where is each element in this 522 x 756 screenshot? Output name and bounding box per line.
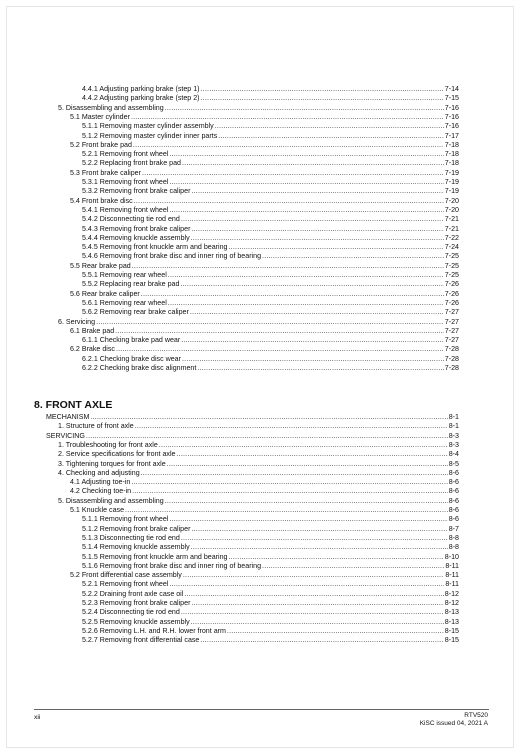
toc-entry[interactable] [82, 355, 459, 364]
toc-entry[interactable] [82, 234, 459, 243]
toc-entry[interactable] [82, 590, 459, 599]
toc-entry-title: 5.1.6 Removing front brake disc and inner ring of bearing [82, 561, 262, 570]
toc-entry-title: 5.3.1 Removing front wheel [82, 178, 169, 186]
dot-leader [181, 215, 444, 224]
toc-entry-title: 5.5.2 Replacing rear brake pad [82, 280, 180, 289]
toc-entry[interactable] [70, 571, 459, 580]
toc-entry-title: 5.1.2 Removing master cylinder inner parts [82, 131, 218, 140]
dot-leader [200, 636, 443, 645]
toc-entry-title: 5.6 Rear brake caliper [70, 289, 140, 298]
toc-entry-page: 7-22 [444, 233, 459, 242]
toc-entry[interactable] [58, 460, 459, 469]
toc-entry-page: 8-3 [448, 440, 459, 449]
dot-leader [135, 422, 448, 431]
dot-leader [133, 141, 444, 150]
toc-entry-page: 8-6 [448, 468, 459, 477]
toc-entry-title: 5.1.3 Disconnecting tie rod end [82, 533, 180, 542]
toc-entry-page: 7-21 [444, 224, 459, 233]
toc-entry[interactable] [82, 515, 459, 524]
toc-entry-title: 4.4.2 Adjusting parking brake (step 2) [82, 94, 200, 103]
toc-entry[interactable] [82, 608, 459, 617]
toc-entry[interactable] [58, 469, 459, 478]
toc-entry[interactable] [82, 636, 459, 645]
dot-leader [191, 525, 447, 534]
toc-entry-title: 1. Structure of front axle [58, 422, 134, 431]
dot-leader [182, 159, 444, 168]
toc-entry-page: 8-13 [444, 617, 459, 626]
dot-leader [169, 150, 443, 159]
footer-issue: KiSC issued 04, 2021 A [419, 720, 488, 727]
dot-leader [134, 197, 444, 206]
toc-entry[interactable] [58, 497, 459, 506]
toc-entry-page: 7-15 [444, 94, 459, 103]
toc-entry-title: 1. Troubleshooting for front axle [58, 440, 158, 449]
dot-leader [191, 618, 444, 627]
toc-entry-page: 8-15 [444, 636, 459, 645]
dot-leader [181, 608, 444, 617]
toc-entry[interactable] [82, 85, 459, 94]
dot-leader [116, 345, 444, 354]
toc-entry[interactable] [82, 94, 459, 103]
toc-entry[interactable] [70, 327, 459, 336]
toc-entry-page: 8-15 [444, 626, 459, 635]
dot-leader [201, 94, 444, 103]
toc-entry-title: 6.2 Brake disc [70, 345, 115, 354]
toc-entry-page: 7-18 [444, 150, 459, 159]
toc-entry-page: 8-3 [448, 431, 459, 440]
toc-entry[interactable] [58, 318, 459, 327]
toc-entry-title: 5.1.1 Removing master cylinder assembly [82, 122, 214, 131]
toc-entry-title: 5.4.3 Removing front brake caliper [82, 224, 191, 233]
toc-entry-title: 5. Disassembling and assembling [58, 103, 164, 112]
toc-entry[interactable] [82, 132, 459, 141]
dot-leader [131, 113, 444, 122]
dot-leader [168, 271, 444, 280]
dot-leader [180, 280, 443, 289]
toc-entry[interactable] [58, 450, 459, 459]
toc-entry[interactable] [82, 599, 459, 608]
toc-entry-title: 5.6.2 Removing rear brake caliper [82, 308, 189, 317]
toc-entry-page: 7-19 [444, 168, 459, 177]
toc-entry-page: 8-12 [444, 599, 459, 607]
toc-entry-page: 7-26 [444, 280, 459, 289]
toc-entry-page: 7-25 [444, 271, 459, 279]
toc-entry-page: 7-17 [444, 131, 459, 140]
toc-entry[interactable] [70, 478, 459, 487]
toc-entry-page: 8-12 [444, 589, 459, 598]
toc-entry-page: 7-20 [444, 205, 459, 214]
toc-entry-page: 8-6 [448, 487, 459, 496]
toc-entry-page: 7-16 [444, 112, 459, 121]
toc-entry-title: 2. Service specifications for front axle [58, 450, 176, 459]
toc-entry[interactable] [46, 413, 459, 422]
toc-entry-page: 7-16 [444, 103, 459, 112]
dot-leader [227, 627, 444, 636]
toc-entry-title: 4. Checking and adjusting [58, 468, 140, 477]
toc-entry-title: 5. Disassembling and assembling [58, 496, 164, 505]
dot-leader [191, 543, 448, 552]
toc-entry-title: 5.2.6 Removing L.H. and R.H. lower front arm [82, 626, 226, 635]
toc-entry-title: 5.1 Master cylinder [70, 112, 130, 121]
toc-entry-page: 8-11 [445, 580, 459, 589]
toc-entry-page: 7-20 [444, 196, 459, 205]
toc-entry[interactable] [82, 364, 459, 373]
toc-entry[interactable] [82, 159, 459, 168]
dot-leader [262, 252, 444, 261]
toc-entry-page: 7-26 [444, 289, 459, 298]
dot-leader [181, 534, 448, 543]
dot-leader [125, 506, 448, 515]
toc-entry-page: 7-28 [444, 354, 459, 363]
dot-leader [131, 478, 447, 487]
toc-entry-title: 6.2.1 Checking brake disc wear [82, 354, 181, 363]
toc-entry-title: 6. Servicing [58, 317, 96, 326]
toc-entry-title: 5.1 Knuckle case [70, 506, 125, 514]
dot-leader [168, 299, 444, 308]
dot-leader [177, 450, 448, 459]
toc-entry-page: 8-11 [445, 561, 459, 570]
toc-entry-title: 5.2.4 Disconnecting tie rod end [82, 608, 180, 617]
toc-entry-page: 8-10 [444, 552, 459, 561]
toc-entry-page: 7-25 [444, 261, 459, 270]
dot-leader [169, 580, 444, 589]
toc-entry-title: 4.1 Adjusting toe-in [70, 478, 131, 487]
toc-entry[interactable] [82, 618, 459, 627]
dot-leader [115, 327, 444, 336]
toc-entry-page: 7-18 [444, 159, 459, 168]
dot-leader [169, 178, 443, 187]
toc-entry-page: 8-5 [448, 459, 459, 468]
toc-entry[interactable] [82, 553, 459, 562]
toc-entry-title: 5.3 Front brake caliper [70, 168, 141, 177]
dot-leader [181, 336, 444, 345]
toc-entry[interactable] [70, 197, 459, 206]
toc-entry-page: 8-13 [444, 608, 459, 617]
toc-entry[interactable] [58, 104, 459, 113]
footer-model: RTV520 [464, 712, 488, 719]
dot-leader [169, 515, 447, 524]
footer-page-number: xii [34, 714, 41, 721]
toc-entry-page: 7-27 [444, 308, 459, 317]
dot-leader [215, 122, 444, 131]
toc-entry-page: 7-19 [444, 187, 459, 196]
toc-entry-title: 4.4.1 Adjusting parking brake (step 1) [82, 85, 200, 93]
toc-entry-title: 5.5.1 Removing rear wheel [82, 271, 167, 279]
toc-entry-title: 5.2.7 Removing front differential case [82, 636, 200, 645]
toc-entry-title: 5.2.3 Removing front brake caliper [82, 599, 191, 607]
dot-leader [184, 590, 443, 599]
dot-leader [90, 413, 447, 422]
dot-leader [191, 225, 443, 234]
toc-entry-page: 8-6 [448, 478, 459, 487]
dot-leader [86, 432, 448, 441]
toc-entry[interactable] [70, 113, 459, 122]
toc-entry-page: 7-27 [444, 336, 459, 345]
dot-leader [182, 355, 444, 364]
dot-leader [96, 318, 444, 327]
toc-entry-page: 7-14 [444, 85, 459, 93]
toc-entry[interactable] [58, 422, 459, 431]
toc-entry-title: 6.2.2 Checking brake disc alignment [82, 364, 197, 372]
toc-entry[interactable] [82, 215, 459, 224]
toc-entry-page: 7-16 [444, 122, 459, 131]
toc-entry[interactable] [70, 345, 459, 354]
dot-leader [132, 262, 444, 271]
toc-entry-title: 5.2 Front brake pad [70, 140, 132, 149]
toc-entry-page: 7-28 [444, 345, 459, 354]
toc-entry-title: 5.4.1 Removing front wheel [82, 205, 169, 214]
toc-entry-page: 7-27 [444, 326, 459, 335]
toc-entry[interactable] [82, 252, 459, 261]
dot-leader [191, 599, 443, 608]
toc-entry-title: 6.1.1 Checking brake pad wear [82, 336, 181, 345]
toc-entry-title: 5.4 Front brake disc [70, 196, 133, 205]
toc-entry[interactable] [82, 122, 459, 131]
toc-entry-title: 3. Tightening torques for front axle [58, 459, 166, 468]
toc-entry-page: 8-4 [448, 450, 459, 459]
toc-entry[interactable] [70, 141, 459, 150]
toc-entry-title: 5.6.1 Removing rear wheel [82, 298, 167, 307]
toc-entry-page: 8-6 [448, 506, 459, 514]
toc-entry[interactable] [70, 169, 459, 178]
toc-entry[interactable] [70, 262, 459, 271]
dot-leader [183, 571, 444, 580]
dot-leader [142, 169, 444, 178]
toc-entry-title: 5.3.2 Removing front brake caliper [82, 187, 191, 196]
dot-leader [141, 290, 444, 299]
toc-entry-title: 5.5 Rear brake pad [70, 261, 131, 270]
section-title: 8. FRONT AXLE [34, 399, 113, 411]
dot-leader [262, 562, 444, 571]
toc-entry-page: 8-6 [448, 496, 459, 505]
toc-entry-page: 7-18 [444, 140, 459, 149]
dot-leader [229, 553, 444, 562]
toc-entry[interactable] [82, 525, 459, 534]
toc-entry-page: 8-6 [448, 515, 459, 524]
toc-entry-title: 5.2.5 Removing knuckle assembly [82, 617, 190, 626]
toc-entry[interactable] [82, 243, 459, 252]
toc-entry-title: 5.4.4 Removing knuckle assembly [82, 233, 190, 242]
toc-entry-title: 5.2.2 Replacing front brake pad [82, 159, 181, 168]
toc-entry-page: 8-11 [445, 571, 459, 580]
toc-entry[interactable] [70, 506, 459, 515]
toc-entry-title: 5.4.5 Removing front knuckle arm and bearing [82, 243, 228, 252]
toc-entry[interactable] [70, 487, 459, 496]
toc-entry-title: 5.1.2 Removing front brake caliper [82, 524, 191, 533]
dot-leader [165, 497, 448, 506]
toc-entry-page: 7-26 [444, 298, 459, 307]
toc-entry-title: 5.2 Front differential case assembly [70, 571, 182, 580]
toc-entry-page: 8-8 [448, 543, 459, 552]
dot-leader [191, 187, 443, 196]
dot-leader [159, 441, 448, 450]
toc-entry[interactable] [82, 280, 459, 289]
toc-entry-page: 7-25 [444, 252, 459, 261]
dot-leader [218, 132, 444, 141]
toc-entry[interactable] [58, 441, 459, 450]
toc-entry-page: 7-28 [444, 364, 459, 372]
toc-entry[interactable] [82, 543, 459, 552]
toc-entry-title: 5.1.1 Removing front wheel [82, 515, 169, 524]
toc-entry-page: 8-8 [448, 533, 459, 542]
toc-entry[interactable] [82, 225, 459, 234]
toc-entry[interactable] [82, 336, 459, 345]
toc-entry-title: 5.2.1 Removing front wheel [82, 580, 169, 589]
toc-entry[interactable] [82, 534, 459, 543]
toc-entry[interactable] [82, 299, 459, 308]
dot-leader [132, 487, 448, 496]
footer-info [420, 712, 488, 728]
dot-leader [141, 469, 448, 478]
toc-entry-title: 5.4.6 Removing front brake disc and inner ring of bearing [82, 252, 262, 261]
dot-leader [229, 243, 444, 252]
toc-entry[interactable] [82, 178, 459, 187]
toc-entry-page: 8-1 [448, 422, 459, 431]
toc-entry-title: 6.1 Brake pad [70, 326, 115, 335]
toc-entry-title: 4.2 Checking toe-in [70, 487, 132, 496]
footer-divider [34, 709, 489, 710]
toc-entry-title: 5.4.2 Disconnecting tie rod end [82, 215, 180, 224]
toc-entry-title: 5.1.4 Removing knuckle assembly [82, 543, 190, 552]
toc-entry[interactable] [82, 206, 459, 215]
toc-entry-page: 7-24 [444, 243, 459, 252]
dot-leader [167, 460, 448, 469]
toc-entry-title: SERVICING [46, 431, 85, 440]
dot-leader [190, 308, 444, 317]
toc-entry-page: 7-19 [444, 178, 459, 186]
toc-entry[interactable] [82, 150, 459, 159]
toc-entry-title: 5.2.1 Removing front wheel [82, 150, 169, 159]
toc-entry-page: 8-1 [448, 413, 459, 421]
toc-entry-page: 7-21 [444, 215, 459, 224]
dot-leader [165, 104, 444, 113]
toc-entry[interactable] [82, 308, 459, 317]
dot-leader [169, 206, 443, 215]
dot-leader [191, 234, 444, 243]
dot-leader [201, 85, 444, 94]
toc-entry-page: 8-7 [448, 524, 459, 533]
toc-entry[interactable] [82, 187, 459, 196]
toc-entry[interactable] [70, 290, 459, 299]
toc-entry-title: MECHANISM [46, 413, 90, 421]
toc-entry[interactable] [82, 580, 459, 589]
toc-entry-page: 7-27 [444, 317, 459, 326]
toc-entry[interactable] [82, 562, 459, 571]
dot-leader [197, 364, 443, 373]
toc-entry[interactable] [46, 432, 459, 441]
toc-entry-title: 5.2.2 Draining front axle case oil [82, 589, 184, 598]
toc-entry[interactable] [82, 271, 459, 280]
toc-entry-title: 5.1.5 Removing front knuckle arm and bearing [82, 552, 228, 561]
toc-entry[interactable] [82, 627, 459, 636]
